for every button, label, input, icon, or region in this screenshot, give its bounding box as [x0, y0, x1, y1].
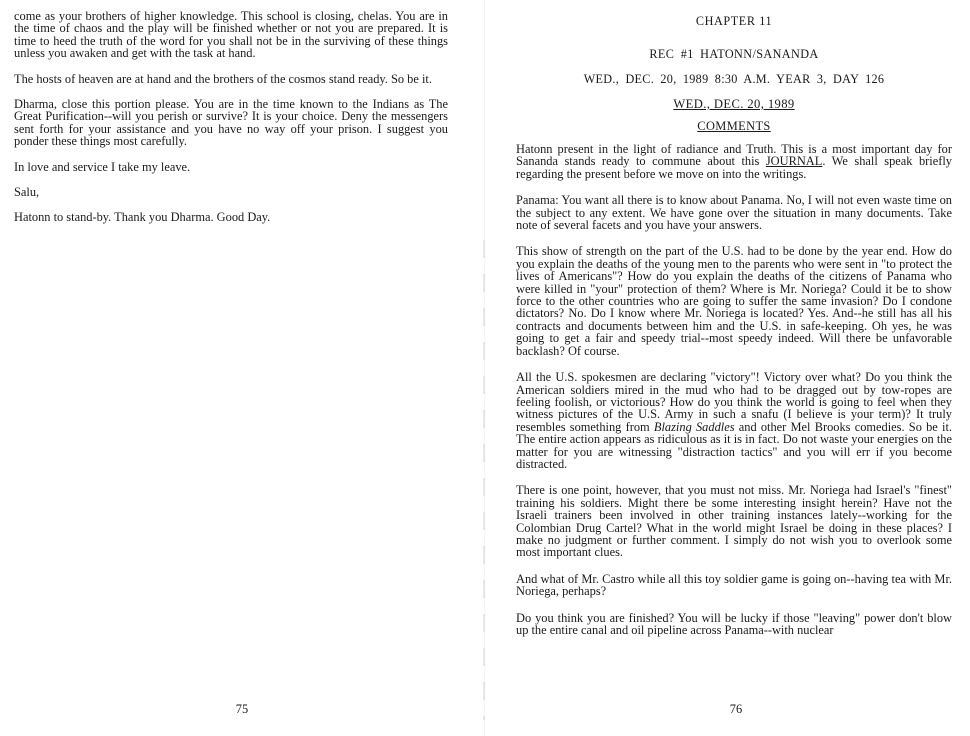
- paragraph: come as your brothers of higher knowledge. This school is closing, chelas. You are in the time of chaos and the play will be finished whether or not you are prepared. It is time to heed the truth of the word for you shall not be in the surviving of these things unless you awaken and get with the task at hand.: [14, 9, 448, 61]
- paragraph: [516, 143, 952, 180]
- paragraph-text: and other Mel Brooks comedies. So be it. The entire action appears as ridiculous as it is in fact. Do not waste your energies on the matter for you are witnessing "distraction tactics" and you will err if you become distracted.: [516, 419, 952, 471]
- paragraph: Do you think you are finished? You will be lucky if those "leaving" power don't blow up the entire canal and oil pipeline across Panama--with nuclear: [516, 610, 952, 637]
- paragraph: And what of Mr. Castro while all this toy soldier game is going on--having tea with Mr. Noriega, perhaps?: [516, 571, 952, 599]
- record-line: REC #1 HATONN/SANANDA: [649, 47, 819, 61]
- journal-word: JOURNAL: [765, 154, 823, 169]
- intro-text: Hatonn present in the light of radiance and Truth. This is a most important day for Sananda stands ready to commune about this: [516, 142, 952, 169]
- intro-text: . We shall speak briefly regarding the present before we move on into the writings.: [516, 154, 952, 181]
- underlined-date: WED., DEC. 20, 1989: [673, 97, 795, 111]
- paragraph: This show of strength on the part of the U.S. had to be done by the year end. How do you explain the deaths of the young men to the parents who were sent in "to protect the lives of Americans"? How do you explain the deaths of the citizens of Panama who were killed in "your" protection of them? Where is Mr. Noriega? Could it be to show force to the other countries who are going to suffer the same invasion? Do I condone dictators? No. Do I know where Mr. Noriega is located? Yes. And--he still has all his contracts and documents between him and the U.S. in safe-keeping. Oh yes, he was going to get a fair and speedy trial--most speedy indeed. Will there be unfavorable backlash? Of course.: [516, 244, 952, 358]
- paragraph: [516, 371, 952, 470]
- chapter-heading: CHAPTER 11: [695, 14, 773, 28]
- right-page-text: [516, 14, 952, 636]
- paragraph: Panama: You want all there is to know about Panama. No, I will not even waste time on the subject to any extent. We have gone over the situation in many documents. Take note of several facets and you have your answers.: [516, 193, 952, 233]
- film-title: Blazing Saddles: [653, 419, 735, 434]
- page-number: 76: [729, 702, 743, 716]
- sign-off: Hatonn to stand-by. Thank you Dharma. Good Day.: [14, 210, 271, 225]
- paragraph: There is one point, however, that you must not miss. Mr. Noriega had Israel's "finest" training his soldiers. Might there be some interesting insight herein? Have not the Israeli trainers been involved in other training instances lately--working for the Colombian Drug Cartel? What in the world might Israel be doing in these places? I make no judgment or further comment. I simply do not wish you to overlook some most important clues.: [516, 483, 952, 560]
- left-page: [0, 0, 484, 736]
- right-page: [486, 0, 970, 736]
- closing-line: In love and service I take my leave.: [14, 159, 191, 174]
- paragraph: Dharma, close this portion please. You are in the time known to the Indians as The Great Purification--will you perish or survive? It is your choice. Deny the messengers sent forth for your assistance and you have no way off your prison. I suggest you ponder these things most carefully.: [14, 97, 448, 149]
- comments-heading: COMMENTS: [697, 119, 771, 133]
- gutter-shadow: [483, 240, 485, 720]
- left-page-text: [14, 10, 448, 237]
- salutation: Salu,: [14, 185, 40, 200]
- page-number: 75: [235, 702, 249, 716]
- date-line: WED., DEC. 20, 1989 8:30 A.M. YEAR 3, DAY 126: [583, 72, 885, 86]
- paragraph: The hosts of heaven are at hand and the brothers of the cosmos stand ready. So be it.: [14, 71, 432, 86]
- paragraph-text: All the U.S. spokesmen are declaring "victory"! Victory over what? Do you think the American soldiers mired in the mud who had to be dragged out by tow-ropes are feeling foolish, or victorious? How do you think the world is going to feel when they witness pictures of the U.S. Army in such a snafu (I believe is your term)? It truly resembles something from: [516, 370, 952, 434]
